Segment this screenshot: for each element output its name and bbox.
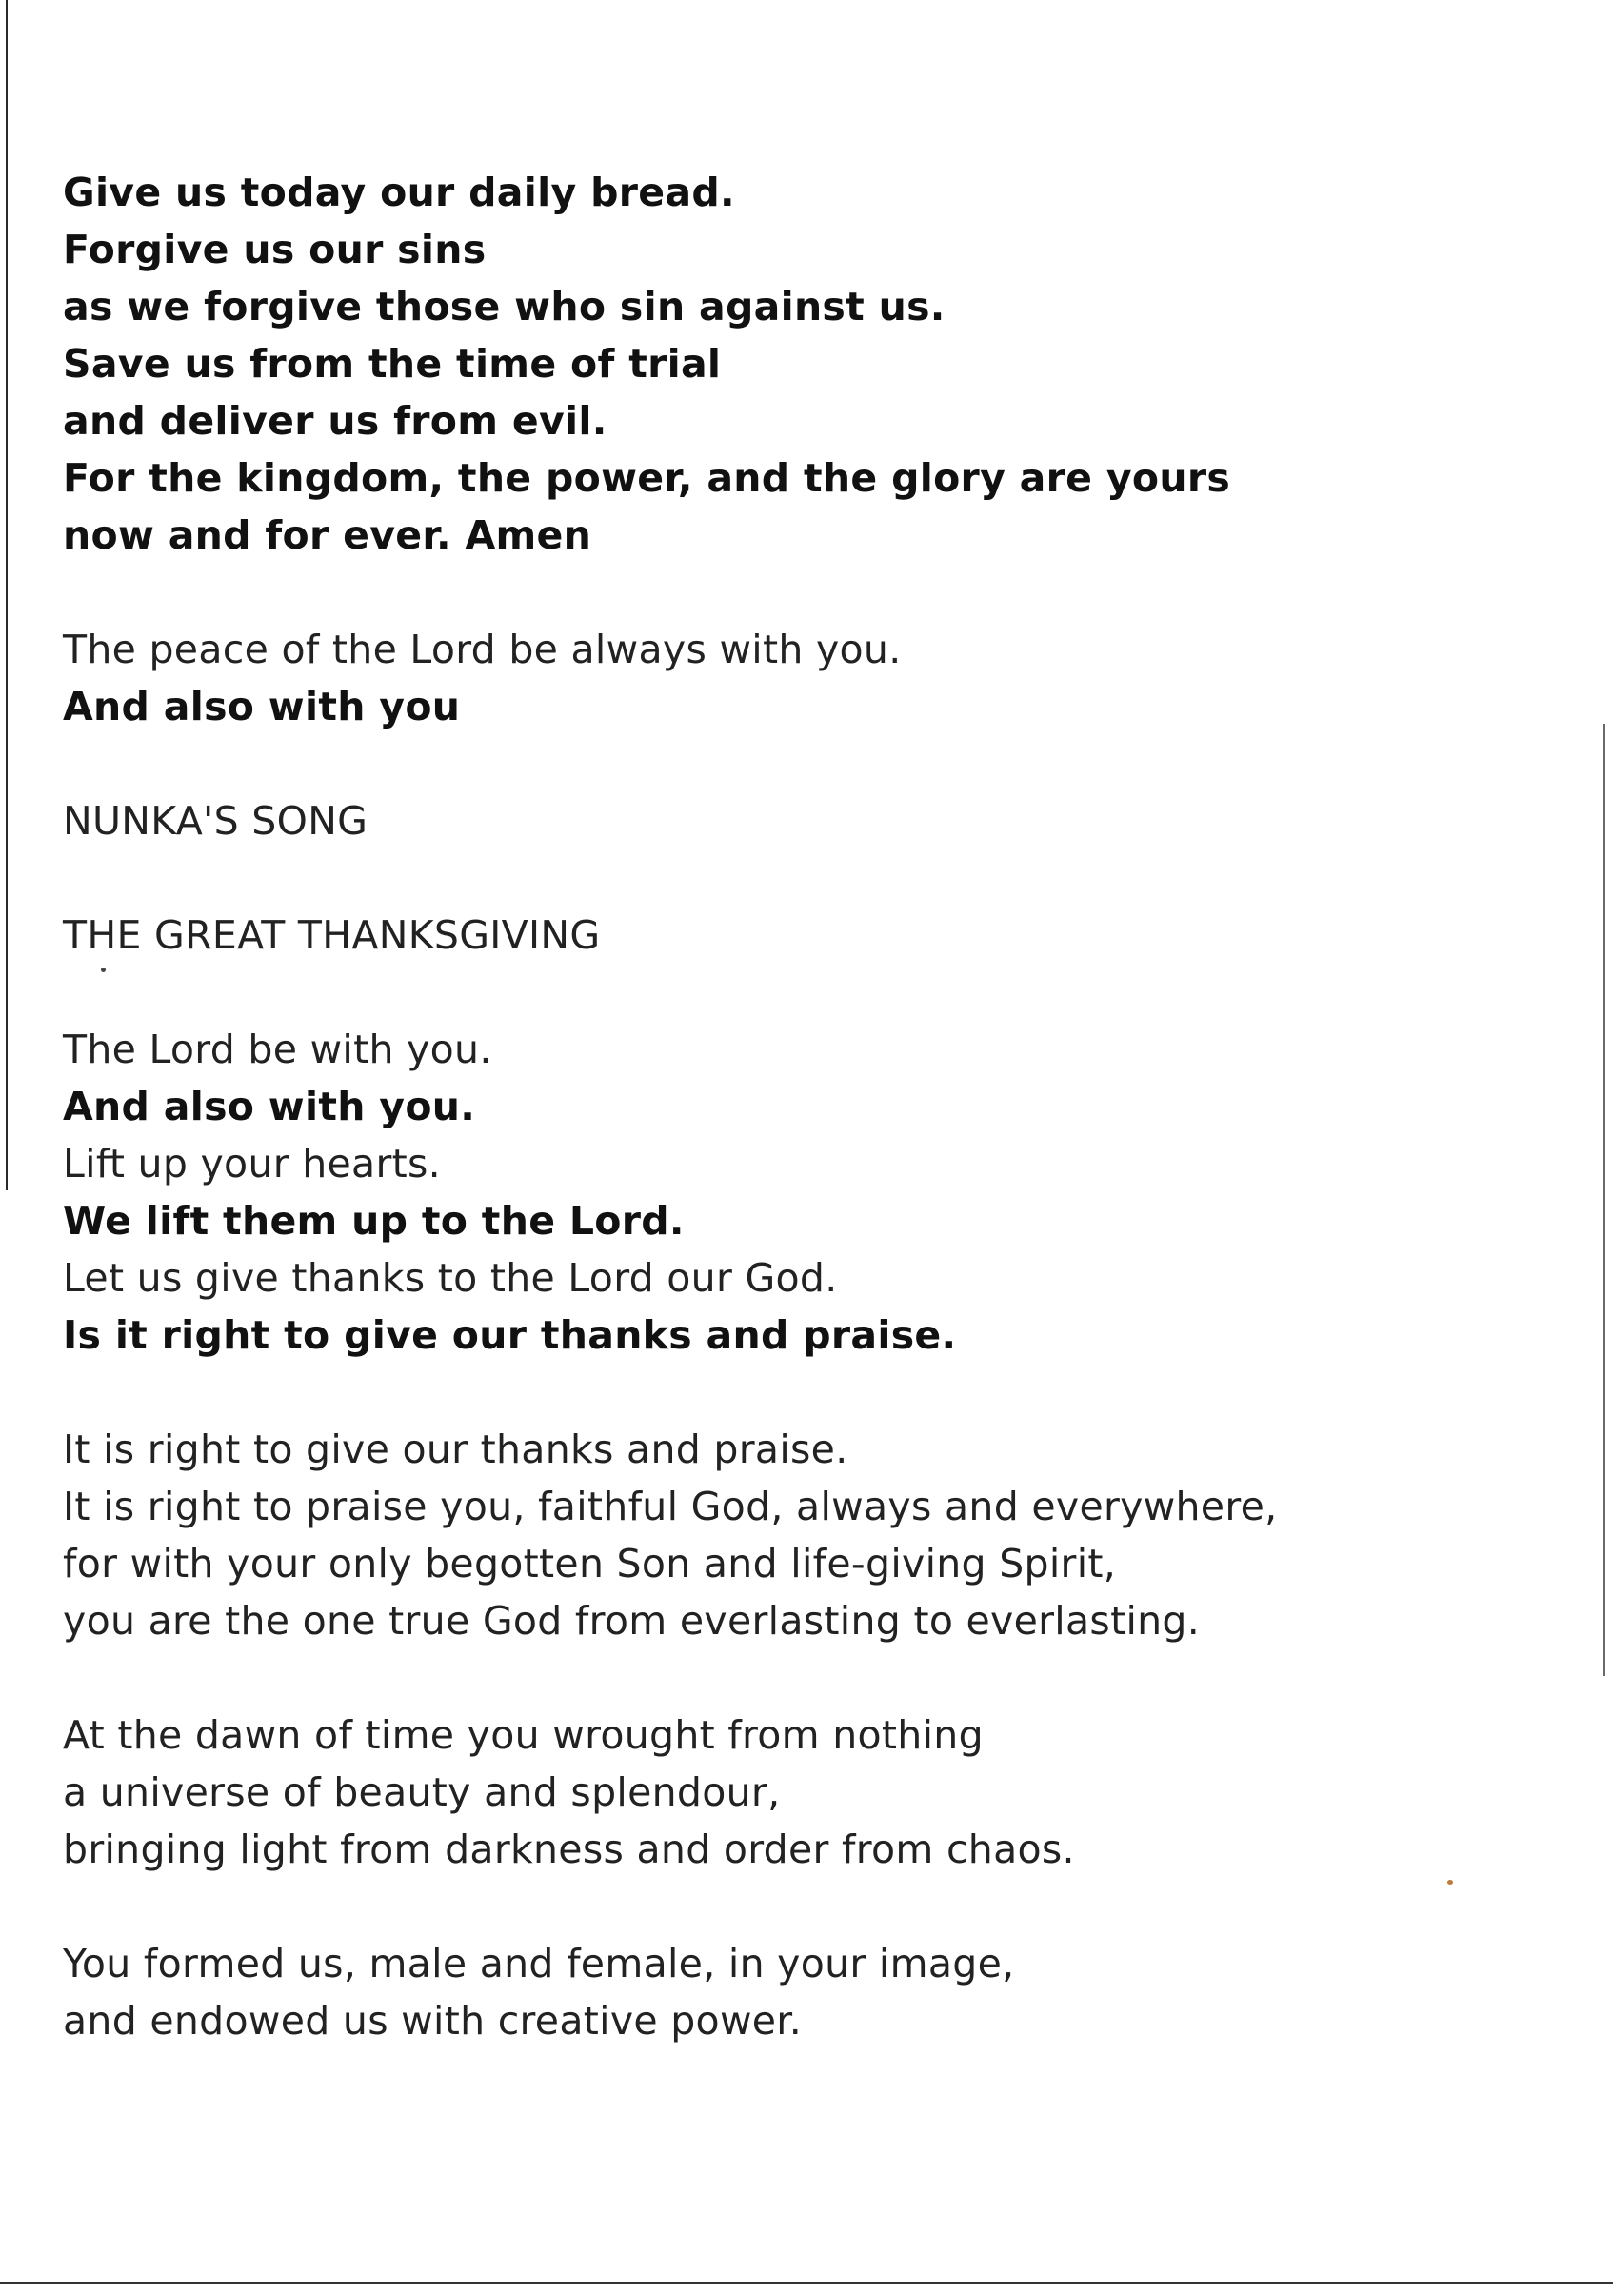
spacer [63, 964, 1548, 1021]
prayer-line: as we forgive those who sin against us. [63, 284, 946, 329]
dialogue-leader: Let us give thanks to the Lord our God. [63, 1255, 838, 1301]
preface-line: you are the one true God from everlasting to everlasting. [63, 1598, 1201, 1644]
spacer [63, 849, 1548, 907]
song-heading: NUNKA'S SONG [63, 798, 368, 844]
humanity-line: and endowed us with creative power. [63, 1998, 803, 2044]
prayer-line: and deliver us from evil. [63, 398, 607, 444]
prayer-line: Give us today our daily bread. [63, 170, 735, 215]
dialogue-response: And also with you. [63, 1084, 476, 1129]
scan-edge-left [6, 0, 8, 1190]
prayer-line: For the kingdom, the power, and the glory are yours [63, 455, 1231, 501]
preface-line: for with your only begotten Son and life-giving Spirit, [63, 1541, 1117, 1587]
dialogue-response: We lift them up to the Lord. [63, 1198, 685, 1244]
spacer [63, 1364, 1548, 1421]
creation-line: a universe of beauty and splendour, [63, 1769, 781, 1815]
dialogue-leader: The Lord be with you. [63, 1027, 492, 1072]
preface-line: It is right to give our thanks and praise. [63, 1427, 848, 1472]
scan-edge-right [1603, 724, 1605, 1676]
spacer [63, 735, 1548, 792]
spacer [63, 1878, 1548, 1935]
thanksgiving-heading: THE GREAT THANKSGIVING [63, 912, 601, 958]
peace-response: And also with you [63, 684, 461, 729]
spacer [63, 564, 1548, 621]
dialogue-response: Is it right to give our thanks and praise. [63, 1312, 957, 1358]
preface-line: It is right to praise you, faithful God, always and everywhere, [63, 1484, 1278, 1529]
prayer-line: Save us from the time of trial [63, 341, 722, 387]
prayer-line: Forgive us our sins [63, 227, 487, 272]
humanity-line: You formed us, male and female, in your image, [63, 1941, 1015, 1987]
prayer-line: now and for ever. Amen [63, 512, 592, 558]
peace-leader: The peace of the Lord be always with you. [63, 627, 902, 672]
spacer [63, 1649, 1548, 1707]
creation-line: At the dawn of time you wrought from nothing [63, 1712, 984, 1758]
scan-edge-bottom [0, 2282, 1613, 2284]
dialogue-leader: Lift up your hearts. [63, 1141, 441, 1187]
liturgy-page [63, 164, 1548, 2049]
creation-line: bringing light from darkness and order from chaos. [63, 1827, 1075, 1872]
